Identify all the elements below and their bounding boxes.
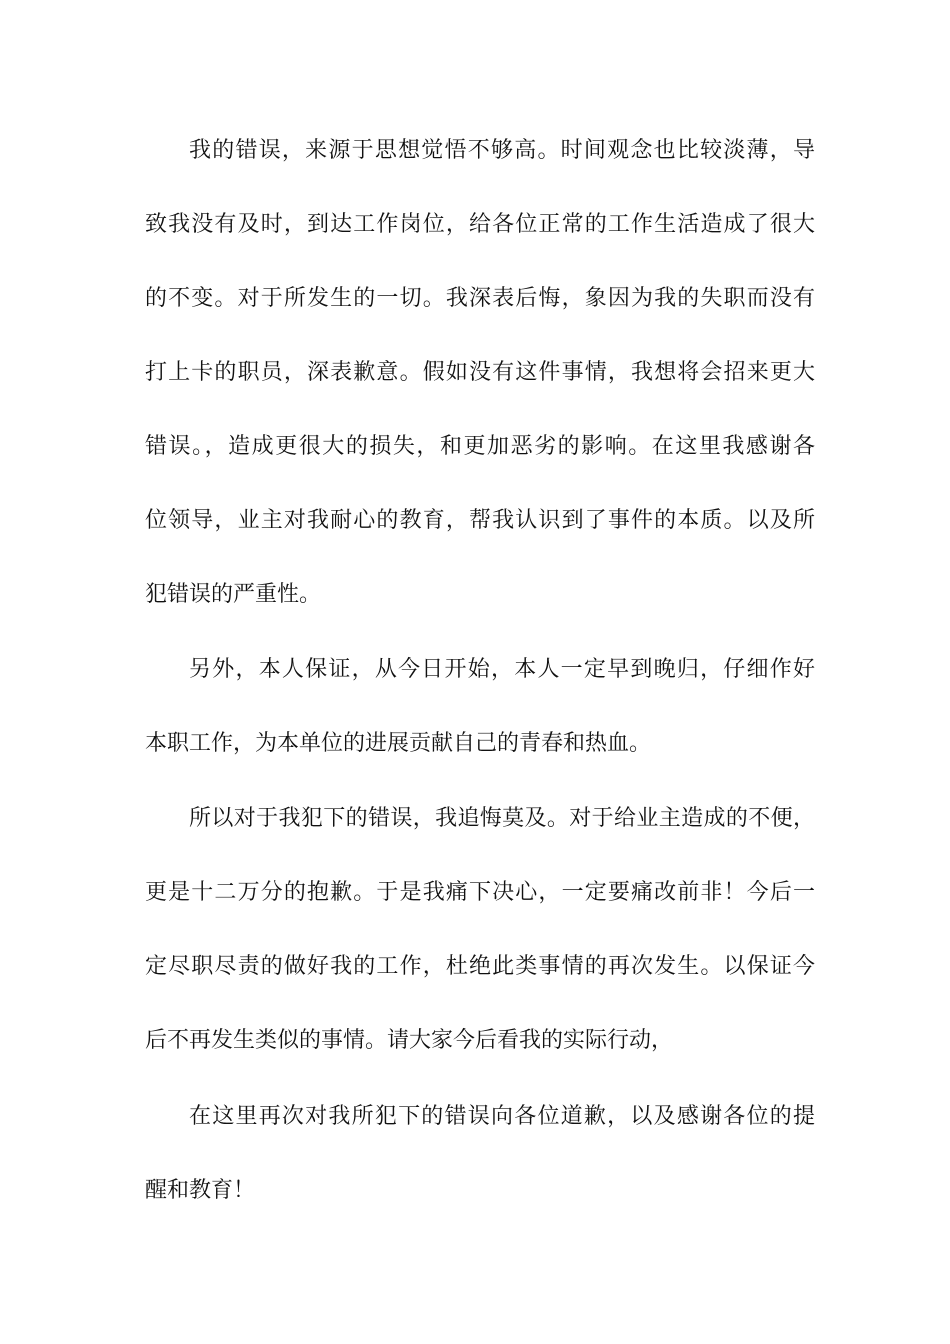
paragraph-4-line-2: 醒和教育！ (145, 1178, 256, 1203)
paragraph-2-line-2: 本职工作，为本单位的进展贡献自己的青春和热血。 (145, 731, 652, 756)
paragraph-1-line-2: 致我没有及时，到达工作岗位，给各位正常的工作生活造成了很大 (145, 212, 815, 237)
paragraph-3-line-4: 后不再发生类似的事情。请大家今后看我的实际行动， (145, 1028, 674, 1053)
paragraph-3-line-3: 定尽职尽责的做好我的工作，杜绝此类事情的再次发生。以保证今 (145, 954, 815, 979)
paragraph-4-line-1: 在这里再次对我所犯下的错误向各位道歉，以及感谢各位的提 (189, 1104, 815, 1129)
paragraph-1-line-4: 打上卡的职员，深表歉意。假如没有这件事情，我想将会招来更大 (145, 360, 815, 385)
paragraph-1-line-5: 错误。，造成更很大的损失，和更加恶劣的影响。在这里我感谢各 (145, 434, 815, 459)
paragraph-2-line-1: 另外，本人保证，从今日开始，本人一定早到晚归，仔细作好 (189, 657, 815, 682)
paragraph-1-line-7: 犯错误的严重性。 (145, 582, 322, 607)
paragraph-1-line-1: 我的错误，来源于思想觉悟不够高。时间观念也比较淡薄，导 (189, 138, 815, 163)
paragraph-1-line-3: 的不变。对于所发生的一切。我深表后悔，象因为我的失职而没有 (145, 286, 815, 311)
paragraph-1-line-6: 位领导，业主对我耐心的教育，帮我认识到了事件的本质。以及所 (145, 508, 815, 533)
paragraph-3-line-1: 所以对于我犯下的错误，我追悔莫及。对于给业主造成的不便， (189, 806, 815, 831)
paragraph-3-line-2: 更是十二万分的抱歉。于是我痛下决心，一定要痛改前非！今后一 (145, 880, 815, 905)
